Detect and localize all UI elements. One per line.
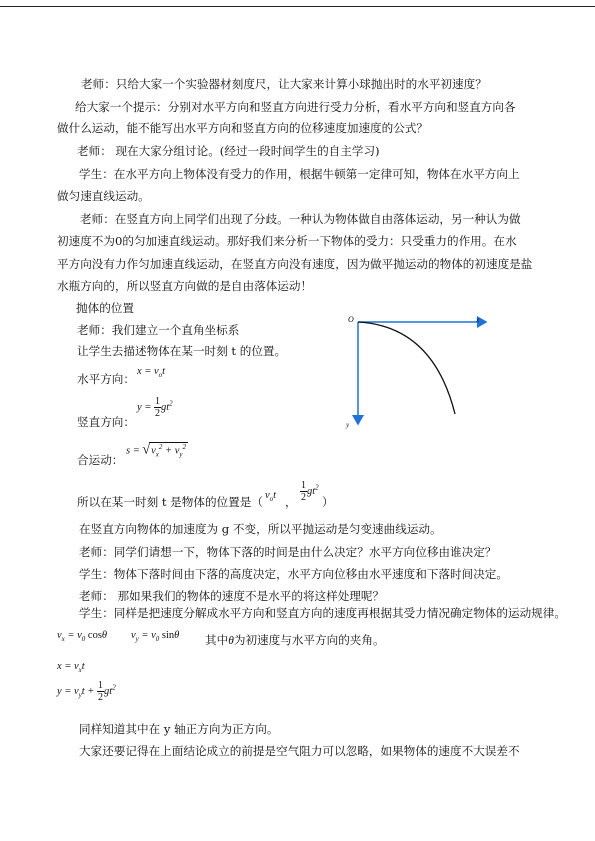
paragraph: 给大家一个提示：分别对水平方向和竖直方向进行受力分析，看水平方向和竖直方向各 xyxy=(75,100,516,114)
paragraph: 学生：物体下落时间由下落的高度决定，水平方向位移由水平速度和下落时间决定。 xyxy=(79,567,508,581)
paragraph: 平方向没有力作匀加速直线运动，在竖直方向没有速度，因为做平抛运动的物体的初速度是盐 xyxy=(57,257,533,271)
close-paren: ） xyxy=(322,495,334,509)
trajectory-curve xyxy=(358,322,455,414)
formula-vx: $v_x = v_0$ cosθ xyxy=(57,630,108,644)
origin-label: O xyxy=(348,315,354,324)
formula-s: $s = √v_x^2 + v_y^2$ xyxy=(126,442,187,459)
paragraph: 老师：只给大家一个实验器材刻度尺，让大家来计算小球抛出时的水平初速度？ xyxy=(81,77,487,91)
paragraph: 老师：在竖直方向上同学们出现了分歧。一种认为物体做自由落体运动，另一种认为做 xyxy=(80,212,521,226)
vertical-label: 竖直方向： xyxy=(77,415,135,429)
paragraph: 大家还要记得在上面结论成立的前提是空气阻力可以忽略，如果物体的速度不大误差不 xyxy=(79,744,520,758)
paragraph: 初速度不为0的匀加速直线运动。那好我们来分析一下物体的受力：只受重力的作用。在水 xyxy=(57,234,517,248)
position-y: $\frac{1}{2}$ $gt^2$ xyxy=(301,480,319,503)
y-axis-label: y xyxy=(346,421,350,429)
formula-x: $x = v_ot$ xyxy=(137,366,166,380)
formula-y2: $y = v_yt$ + $\frac{1}{2}$ $gt^2$ xyxy=(57,680,116,703)
paragraph: 让学生去描述物体在某一时刻 t 的位置。 xyxy=(77,344,287,358)
x-axis-label: x xyxy=(476,316,480,324)
combined-label: 合运动： xyxy=(77,453,124,467)
horizontal-label: 水平方向： xyxy=(77,372,135,386)
coordinate-diagram xyxy=(338,312,498,430)
paragraph: 老师： 现在大家分组讨论。(经过一段时间学生的自主学习) xyxy=(77,144,380,158)
paragraph: 老师：同学们请想一下，物体下落的时间是由什么决定？水平方向位移由谁决定？ xyxy=(79,545,497,559)
paragraph: 所以在某一时刻 t 是物体的位置是（ xyxy=(77,495,263,509)
formula-x2: $x = v_xt$ xyxy=(57,661,85,675)
comma: ， xyxy=(285,495,297,509)
paragraph: 做什么运动，能不能写出水平方向和竖直方向的位移速度加速度的公式？ xyxy=(57,121,429,135)
paragraph: 水瓶方向的，所以竖直方向做的是自由落体运动！ xyxy=(57,279,313,293)
paragraph: 学生：在水平方向上物体没有受力的作用，根据牛顿第一定律可知，物体在水平方向上 xyxy=(79,167,520,181)
paragraph: 同样知道其中在 y 轴正方向为正方向。 xyxy=(79,722,279,736)
paragraph: 老师：我们建立一个直角坐标系 xyxy=(77,323,240,337)
paragraph: 做匀速直线运动。 xyxy=(57,189,150,203)
section-heading: 抛体的位置 xyxy=(76,301,134,315)
position-x: $v_ot$ xyxy=(265,490,277,504)
formula-y: y = $\frac{1}{2}$ $gt^2$ xyxy=(137,396,173,419)
paragraph: 在竖直方向物体的加速度为 g 不变，所以平抛运动是匀变速曲线运动。 xyxy=(79,522,442,536)
paragraph: 其中θ为初速度与水平方向的夹角。 xyxy=(205,633,385,647)
formula-vy: $v_y = v_0$ sinθ xyxy=(131,630,180,644)
paragraph: 学生：同样是把速度分解成水平方向和竖直方向的速度再根据其受力情况确定物体的运动规律。 xyxy=(79,606,566,620)
header-rule xyxy=(0,6,595,7)
paragraph: 老师： 那如果我们的物体的速度不是水平的将这样处理呢？ xyxy=(79,589,385,603)
